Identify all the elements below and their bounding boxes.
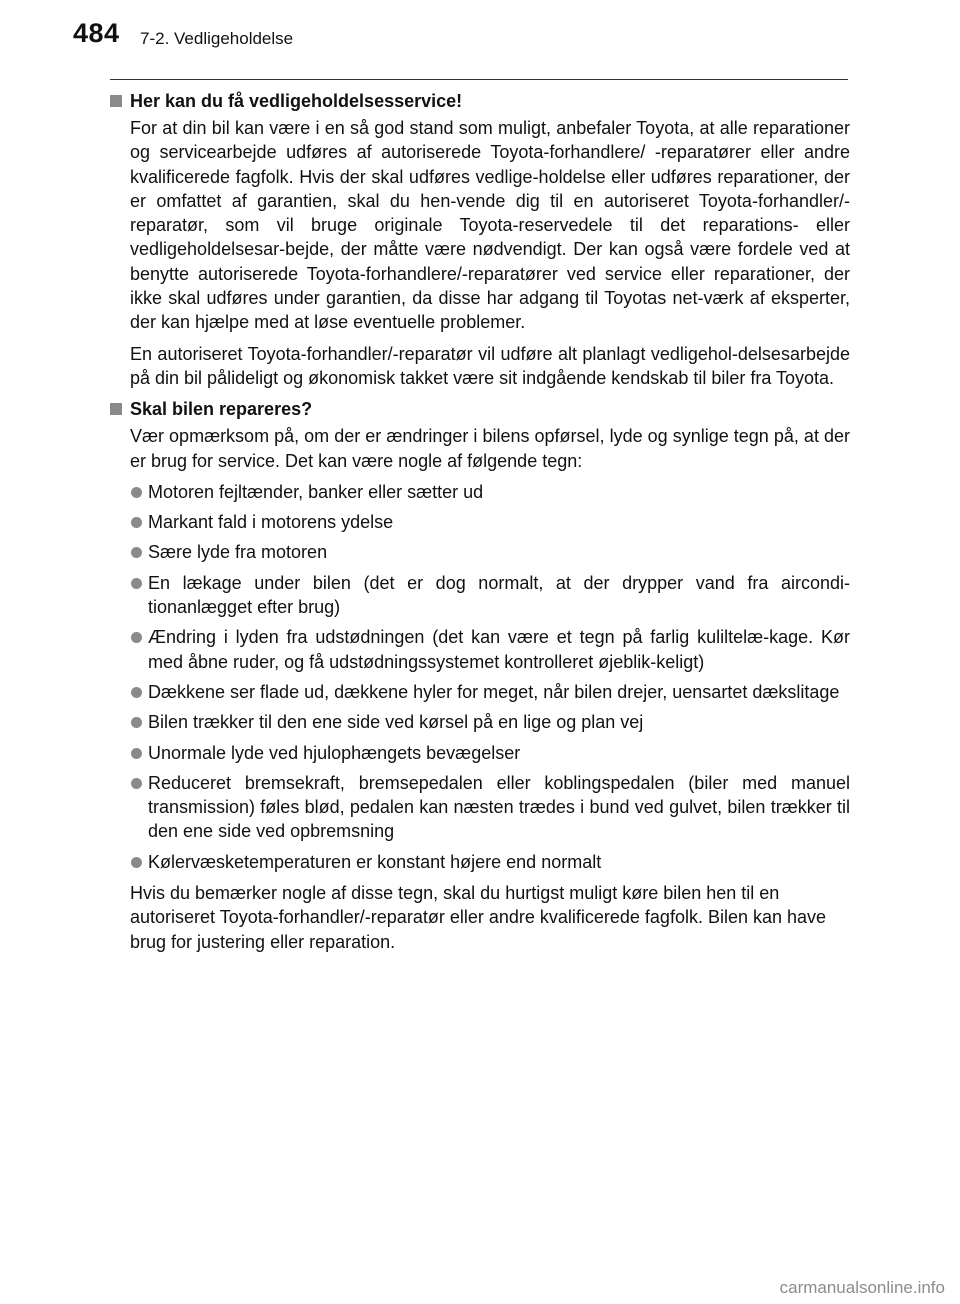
chapter-title: 7-2. Vedligeholdelse (140, 29, 294, 48)
circle-bullet-icon (131, 748, 142, 759)
page-number: 484 (73, 18, 120, 48)
circle-bullet-icon (131, 517, 142, 528)
list-item: Sære lyde fra motoren (110, 540, 850, 564)
list-item: Unormale lyde ved hjulophængets bevægelser (110, 741, 850, 765)
closing-paragraph: Hvis du bemærker nogle af disse tegn, skal du hurtigst muligt køre bilen hen til en autoriseret Toyota-forhandler/-reparatør eller andre kvalificerede fagfolk. Bilen kan have brug for justering eller reparation. (130, 883, 827, 952)
symptom-list (110, 480, 850, 874)
page-header (73, 18, 853, 58)
intro-paragraph: Vær opmærksom på, om der er ændringer i bilens opførsel, lyde og synlige tegn på, at der er brug for service. Det kan være nogle af følgende tegn: (130, 426, 850, 471)
circle-bullet-icon (131, 857, 142, 868)
list-item: Dækkene ser flade ud, dækkene hyler for meget, når bilen drejer, uensartet dækslitage (110, 680, 850, 704)
paragraph: En autoriseret Toyota-forhandler/-reparatør vil udføre alt planlagt vedligehol-delsesarbejde på din bil pålideligt og økonomisk takket være sit indgående kendskab til biler fra Toyota. (130, 343, 850, 388)
section-heading (110, 397, 850, 421)
section-heading-text: Skal bilen repareres? (130, 399, 313, 420)
circle-bullet-icon (131, 717, 142, 728)
circle-bullet-icon (131, 487, 142, 498)
watermark-link[interactable]: carmanualsonline.info (779, 1278, 945, 1297)
list-item: Markant fald i motorens ydelse (110, 510, 850, 534)
header-divider (110, 79, 848, 80)
circle-bullet-icon (131, 578, 142, 589)
square-bullet-icon (110, 403, 122, 415)
section-heading-text: Her kan du få vedligeholdelsesservice! (130, 91, 463, 111)
page-content (110, 86, 850, 961)
section-heading (110, 89, 850, 113)
list-item: Kølervæsketemperaturen er konstant højere end normalt (110, 850, 850, 874)
square-bullet-icon (110, 95, 122, 107)
circle-bullet-icon (131, 687, 142, 698)
list-item: En lækage under bilen (det er dog normalt, at der drypper vand fra aircondi-tionanlægget efter brug) (110, 571, 850, 620)
list-item: Motoren fejltænder, banker eller sætter ud (110, 480, 850, 504)
list-item: Ændring i lyden fra udstødningen (det kan være et tegn på farlig kuliltelæ-kage. Kør med åbne ruder, og få udstødningssystemet kontrolleret øjeblik-keligt) (110, 625, 850, 674)
circle-bullet-icon (131, 547, 142, 558)
circle-bullet-icon (131, 632, 142, 643)
list-item: Bilen trækker til den ene side ved kørsel på en lige og plan vej (110, 710, 850, 734)
circle-bullet-icon (131, 778, 142, 789)
paragraph: For at din bil kan være i en så god stand som muligt, anbefaler Toyota, at alle reparationer og servicearbejde udføres af autoriserede Toyota-forhandlere/ -reparatører eller andre kvalificerede fagfolk. Hvis der skal udføres vedlige-holdelse eller udføres reparationer, der er omfattet af garantien, skal du hen-vende dig til en autoriseret Toyota-forhandler/-reparatør, som vil bruge originale Toyota-reservedele til det reparations- eller vedligeholdelsesar-bejde, der måtte være nødvendigt. Der kan også være fordele ved at benytte autoriserede Toyota-forhandlere/-reparatører ved service eller reparationer, der ikke skal udføres under garantien, da disse har adgang til Toyotas net-værk af eksperter, der kan hjælpe med at løse eventuelle problemer. (130, 118, 850, 333)
section-repair (110, 397, 850, 954)
section-service (110, 89, 850, 390)
list-item: Reduceret bremsekraft, bremsepedalen eller koblingspedalen (biler med manuel transmission) føles blød, pedalen kan næsten trædes i bund ved gulvet, bilen trækker til den ene side ved opbremsning (110, 771, 850, 844)
